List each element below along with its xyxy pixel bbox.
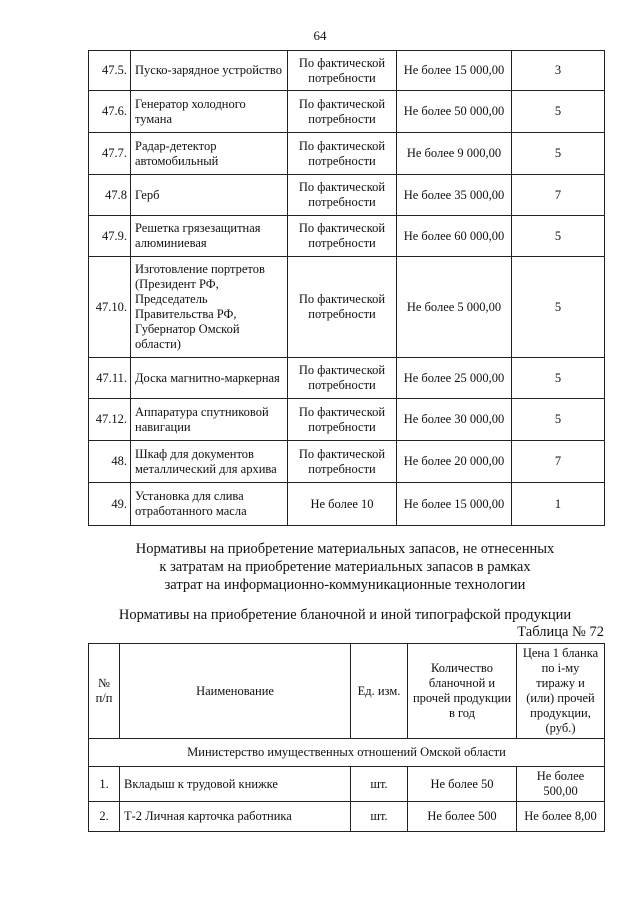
- header-unit: Ед. изм.: [351, 644, 408, 739]
- item-quantity: По фактической потребности: [288, 133, 397, 175]
- table-row: [89, 133, 605, 175]
- item-term: 1: [512, 483, 605, 526]
- row-number: 47.6.: [89, 91, 131, 133]
- page-number: 64: [313, 28, 327, 43]
- row-number: 47.5.: [89, 51, 131, 91]
- table-row: [89, 399, 605, 441]
- item-name: Шкаф для документов металлический для архива: [131, 441, 288, 483]
- table-row: [89, 175, 605, 216]
- item-term: 5: [512, 257, 605, 358]
- item-name: Герб: [131, 175, 288, 216]
- item-name: Установка для слива отработанного масла: [131, 483, 288, 526]
- forms-table: [88, 643, 605, 832]
- item-price: Не более 20 000,00: [397, 441, 512, 483]
- item-term: 5: [512, 133, 605, 175]
- item-term: 5: [512, 216, 605, 257]
- item-term: 5: [512, 358, 605, 399]
- section-heading-line: затрат на информационно-коммуникационные технологии: [164, 577, 526, 593]
- item-price: Не более 25 000,00: [397, 358, 512, 399]
- item-price: Не более 500,00: [517, 767, 605, 802]
- item-price: Не более 50 000,00: [397, 91, 512, 133]
- item-name: Решетка грязезащитная алюминиевая: [131, 216, 288, 257]
- row-number: 47.9.: [89, 216, 131, 257]
- table-row: [89, 216, 605, 257]
- table-row: [89, 51, 605, 91]
- table-row: [89, 483, 605, 526]
- item-quantity: По фактической потребности: [288, 51, 397, 91]
- item-unit: шт.: [351, 767, 408, 802]
- item-quantity: По фактической потребности: [288, 399, 397, 441]
- table-section-row: [89, 739, 605, 767]
- table-label: Таблица № 72: [517, 624, 604, 640]
- item-unit: шт.: [351, 802, 408, 832]
- item-price: Не более 30 000,00: [397, 399, 512, 441]
- item-price: Не более 15 000,00: [397, 51, 512, 91]
- item-term: 5: [512, 91, 605, 133]
- header-quantity: Количество бланочной и прочей продукции в год: [408, 644, 517, 739]
- section-heading-line: Нормативы на приобретение материальных запасов, не отнесенных: [135, 541, 555, 557]
- item-term: 5: [512, 399, 605, 441]
- row-number: 47.7.: [89, 133, 131, 175]
- row-number: 47.8: [89, 175, 131, 216]
- section-heading-line: к затратам на приобретение материальных запасов в рамках: [159, 559, 531, 575]
- item-term: 3: [512, 51, 605, 91]
- table-header-row: [89, 644, 605, 739]
- header-name: Наименование: [120, 644, 351, 739]
- item-name: Т-2 Личная карточка работника: [120, 802, 351, 832]
- header-number: № п/п: [89, 644, 120, 739]
- item-name: Изготовление портретов (Президент РФ, Председатель Правительства РФ, Губернатор Омской области): [131, 257, 288, 358]
- item-price: Не более 9 000,00: [397, 133, 512, 175]
- table-row: [89, 441, 605, 483]
- item-price: Не более 15 000,00: [397, 483, 512, 526]
- row-number: 2.: [89, 802, 120, 832]
- section-heading: [0, 540, 640, 594]
- row-number: 1.: [89, 767, 120, 802]
- row-number: 49.: [89, 483, 131, 526]
- item-term: 7: [512, 441, 605, 483]
- table-row: [89, 91, 605, 133]
- item-price: Не более 60 000,00: [397, 216, 512, 257]
- subsection-heading: Нормативы на приобретение бланочной и иной типографской продукции: [118, 607, 572, 623]
- item-quantity: По фактической потребности: [288, 358, 397, 399]
- item-name: Вкладыш к трудовой книжке: [120, 767, 351, 802]
- item-name: Радар-детектор автомобильный: [131, 133, 288, 175]
- item-name: Пуско-зарядное устройство: [131, 51, 288, 91]
- item-quantity: Не более 500: [408, 802, 517, 832]
- row-number: 48.: [89, 441, 131, 483]
- item-quantity: Не более 10: [288, 483, 397, 526]
- ministry-name: Министерство имущественных отношений Омской области: [89, 739, 605, 767]
- item-quantity: По фактической потребности: [288, 441, 397, 483]
- row-number: 47.11.: [89, 358, 131, 399]
- item-quantity: По фактической потребности: [288, 91, 397, 133]
- row-number: 47.12.: [89, 399, 131, 441]
- table-row: [89, 257, 605, 358]
- item-name: Доска магнитно-маркерная: [131, 358, 288, 399]
- materials-table: [88, 50, 605, 526]
- item-quantity: Не более 50: [408, 767, 517, 802]
- table-row: [89, 767, 605, 802]
- item-name: Генератор холодного тумана: [131, 91, 288, 133]
- item-quantity: По фактической потребности: [288, 175, 397, 216]
- header-price: Цена 1 бланка по i-му тиражу и (или) прочей продукции, (руб.): [517, 644, 605, 739]
- item-term: 7: [512, 175, 605, 216]
- item-price: Не более 5 000,00: [397, 257, 512, 358]
- item-name: Аппаратура спутниковой навигации: [131, 399, 288, 441]
- row-number: 47.10.: [89, 257, 131, 358]
- item-quantity: По фактической потребности: [288, 257, 397, 358]
- table-row: [89, 802, 605, 832]
- table-row: [89, 358, 605, 399]
- item-quantity: По фактической потребности: [288, 216, 397, 257]
- item-price: Не более 35 000,00: [397, 175, 512, 216]
- item-price: Не более 8,00: [517, 802, 605, 832]
